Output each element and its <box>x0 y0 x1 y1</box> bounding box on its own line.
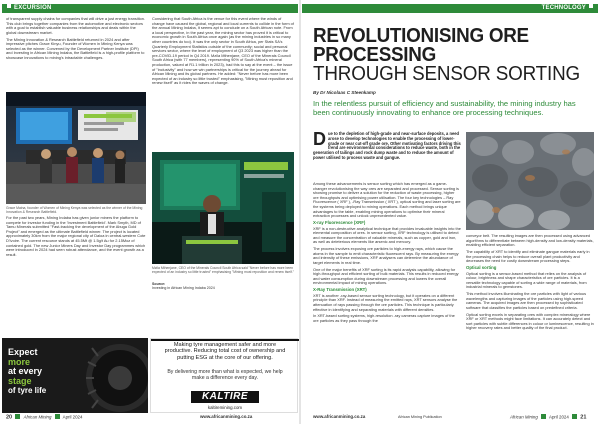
footer-right <box>510 414 586 421</box>
footer-publisher: African Mining Publication <box>398 415 442 419</box>
ore-rocks-illustration <box>466 132 594 230</box>
section-header-left <box>2 4 298 13</box>
photo-caption: Mzila Mthenjane, CEO of the Minerals Council South Africa said "Never before has more been expected of an industry so little trusted" emphasising "Mining must reposition and renew itself." <box>152 266 294 274</box>
footer-left <box>6 414 82 421</box>
page-gutter <box>299 0 301 424</box>
section-label: EXCURSION <box>14 5 52 11</box>
paragraph: Considering that South Africa is the venue for this event where the winds of change have caused the global, regional and local currents to collide in the form of the annual Mining Indaba, it seems apt to conclude on a South African note. From a local perspective, in the past year, the mining sector has proved it is critical to economic growth in South Africa once again (as the mining industries in so many other countries do too). It was the only sector in South Africa, per Stats SA's Quarterly Employment Statistics outside of the community; social and personal services sector, where the level of employment of Q3 2023 was higher than the pre-COVID-19 period in Q4 2019. Mzila Mthenjane, CEO of the Minerals Council South Africa (with 77 members), representing 90% of South Africa's mineral production, valued at R1.1 trillion in 2023), had this to say at the event – the issue of "inclusivity" and how we win partnerships is critical for the journey ahead for African Mining and its global partners. He added: "Never before has more been expected of an industry so little trusted" emphasising, "Mining must reposition and renew itself" as it rides the waves of change. <box>152 16 294 86</box>
title-line-3: THROUGH SENSOR SORTING <box>313 62 581 85</box>
kaltire-advert[interactable] <box>150 338 298 413</box>
paragraph: XRF is a non-destructive analytical technique that provides invaluable insights into the elemental composition of ores. In sensor sorting, XRF technology is utilised to detect and measure the concentration of valuable minerals, such as copper, gold and iron, as well as deleterious elements like arsenic and mercury. <box>313 225 461 245</box>
tyre-advert-left[interactable] <box>2 338 148 413</box>
advert-subline: By delivering more than what is expected, we help make a difference every day. <box>167 369 283 381</box>
square-icon <box>7 4 11 8</box>
paragraph: In XRT-based sorting systems, high-resolution -ray cameras capture images of the ore particles as they pass through the <box>313 313 455 323</box>
page-number: 21 <box>580 414 587 421</box>
paragraph: For the past two years, Mining Indaba has given junior miners the platform to compete for investor funding in the 'Investment Battlefield'. Mark Smyth, MD of Tamu Minerals submitted "Fast-tracking the development of the Abuga Gold Project" and emerged as the ultimate Battlefield winner. The project is located approximately 30km from the major regional city of Daloa in central-western Cote D'Ivoire. The current resource stands at 45.5Mt @ 1.5g/t Au for 2.15Moz of contained gold. The new Junior Miners Day and Investor Day programmes which were introduced in 2024 had seen robust attendance, and the event growth as a result. <box>6 215 146 257</box>
paragraph: Optical sorting excels in separating ores with complex mineralogy where XRF or XRT methods might face limitations. It can accurately detect and sort particles with subtle differences in colour or luminescence, resulting in higher recovery rates and better quality of the final product. <box>466 311 594 331</box>
tread-stripe <box>151 339 299 341</box>
paragraph: Among these advancements is sensor sorting which has emerged as a game-changer revolutionising the way ores are separated and processed. Sensor sorting is showing promise to deliver a solution for the reduction of waste processing, higher ore throughputs and optimising power utilisation. The four key technologies – Ray Fluorescence ( XRF ), -Ray Transmission ( XRT ), optical sorting and laser sorting are the systems being deployed to mining operations. Each method brings unique advantages to the table, enabling mining operations to optimise their mineral extraction processes and unlock unprecedented value. <box>313 181 461 219</box>
left-col2 <box>152 17 294 88</box>
right-col2 <box>466 234 594 333</box>
square-icon <box>15 414 20 419</box>
source-note <box>152 282 294 291</box>
square-icon <box>541 414 546 419</box>
source-label: Source: <box>152 282 166 286</box>
paragraph: Optical sorting is a sensor-based method that relies on the analysis of colour, brightness and shape characteristics of ore particles. It is a versatile technology capable of sorting a wide range of materials, from industrial minerals to gemstones. <box>466 270 587 290</box>
article-title <box>313 26 598 84</box>
byline: By Dr Nicolaas C Steenkamp <box>313 90 376 95</box>
title-line-1: REVOLUTIONISING ORE <box>313 24 529 47</box>
section-label: TECHNOLOGY <box>541 5 586 11</box>
paragraph: XRT is another -ray-based sensor sorting technology, but it operates on a different principle than XRF. Instead of measuring the emitted rays, XRT sensors analyse the attenuation of rays passing through the ore particles. This technique is particularly effective in identifying and separating materials with different densities. <box>313 292 458 312</box>
paragraph: One of the major benefits of XRF sorting is its rapid analysis capability, allowing for high-throughput and efficient sorting of bulk materials. This results in reduced energy and water consumption during downstream processing and lowers the overall environmental impact of mining operations. <box>313 266 459 286</box>
source-text: Investing in African Mining Indaba 2024 <box>152 286 215 291</box>
ore-photo <box>466 132 594 230</box>
kaltire-logo: KALTIRE <box>191 391 259 403</box>
advert-headline: Making tyre management safer and more productive. Reducing total cost of ownership and putting ESG at the core of our offering. <box>164 342 286 361</box>
advert-slogan: Expect more at every stage of tyre life <box>8 347 47 395</box>
subheading-xrf: X-ray Fluorescence (XRF) <box>313 219 366 225</box>
intro-paragraph <box>313 129 461 161</box>
footer-website-right[interactable]: www.africanmining.co.za <box>313 414 366 419</box>
paragraph: This method involves illuminating the ore particles with light of various wavelengths and capturing images of the particles using high-speed cameras. The acquired images are then processed by sophisticated software that classifies the particles based on predefined criteria. <box>466 291 587 310</box>
paragraph: The capability of XRT to identify and eliminate gangue materials early in the processing chain helps to reduce overall plant productivity and decreases the need for costly downstream processing steps. <box>466 248 590 264</box>
paragraph: The Mining Innovation & Research Battlefield returned in 2024 and after impressive pitches Grace Kinyu, Founder of Women in Mining Kenya was selected as the winner. Convened by the Development Partner Institute (DPI) and Investing in African Mining Indaba, the Battlefield is a high-profile platform to showcase innovations to mining's intractable challenges. <box>6 36 145 60</box>
left-col1-top <box>6 17 146 63</box>
paragraph: of transparent supply chains for companies that will drive a just energy transition. This club brings together companies from the automotive and electronic sectors with a goal to establish valuable business relationships and deals within the global downstream market. <box>6 16 146 35</box>
exhibition-stand-photo <box>6 92 146 204</box>
right-col1 <box>313 182 461 326</box>
speaker-illustration <box>152 152 294 264</box>
page-number: 20 <box>6 414 13 421</box>
subheading-xrt: X-Ray Transmission (XRT) <box>313 287 367 293</box>
standfirst: In the relentless pursuit of efficiency and sustainability, the mining industry has been continuously innovating to enhance ore processing techniques. <box>313 99 576 118</box>
intro-text: ue to the depletion of high-grade and near-surface deposits, a need arose to develop technologies to enable the processing of lower-grade or near cut-off grade ore. Other motivating factors driving this trend are environmental considerations to reduce waste, both in the generation of tailings and rock dump waste and to reduce the amount of power utilised to process waste and gangue. <box>313 131 461 160</box>
photo-caption: Grace Maina, founder of Women of Mining Kenya was selected as the winner of the Mining Innovation & Research Battlefield. <box>6 206 143 214</box>
left-col1-bottom <box>6 216 146 260</box>
magazine-name: African Mining <box>510 414 538 420</box>
footer-website-left[interactable]: www.africanmining.co.za <box>200 414 253 419</box>
square-icon <box>572 414 577 419</box>
speaker-photo <box>152 152 294 264</box>
section-header-right <box>302 4 598 13</box>
advert-url[interactable]: kaltiremining.com <box>207 405 243 410</box>
magazine-name: African Mining <box>23 414 52 420</box>
square-icon <box>55 414 60 419</box>
paragraph: The process involves exposing ore particles to high-energy rays, which cause the atoms in the sample to emit characteristic fluorescent rays. By measuring the energy and intensity of these emissions, XRF analysers can determine the abundance of target elements in real time. <box>313 246 459 265</box>
paragraph: conveyor belt. The resulting images are then processed using advanced algorithms to differentiate between high-density and low-density materials, enabling efficient separation. <box>466 233 594 248</box>
title-line-2: PROCESSING <box>313 43 437 66</box>
exhibition-stand-illustration <box>6 92 146 204</box>
issue-date: April 2024 <box>62 414 83 420</box>
square-icon <box>589 4 593 8</box>
drop-cap: D <box>313 129 326 149</box>
issue-date: April 2024 <box>549 414 569 420</box>
subheading-optical: Optical sorting <box>466 264 497 270</box>
